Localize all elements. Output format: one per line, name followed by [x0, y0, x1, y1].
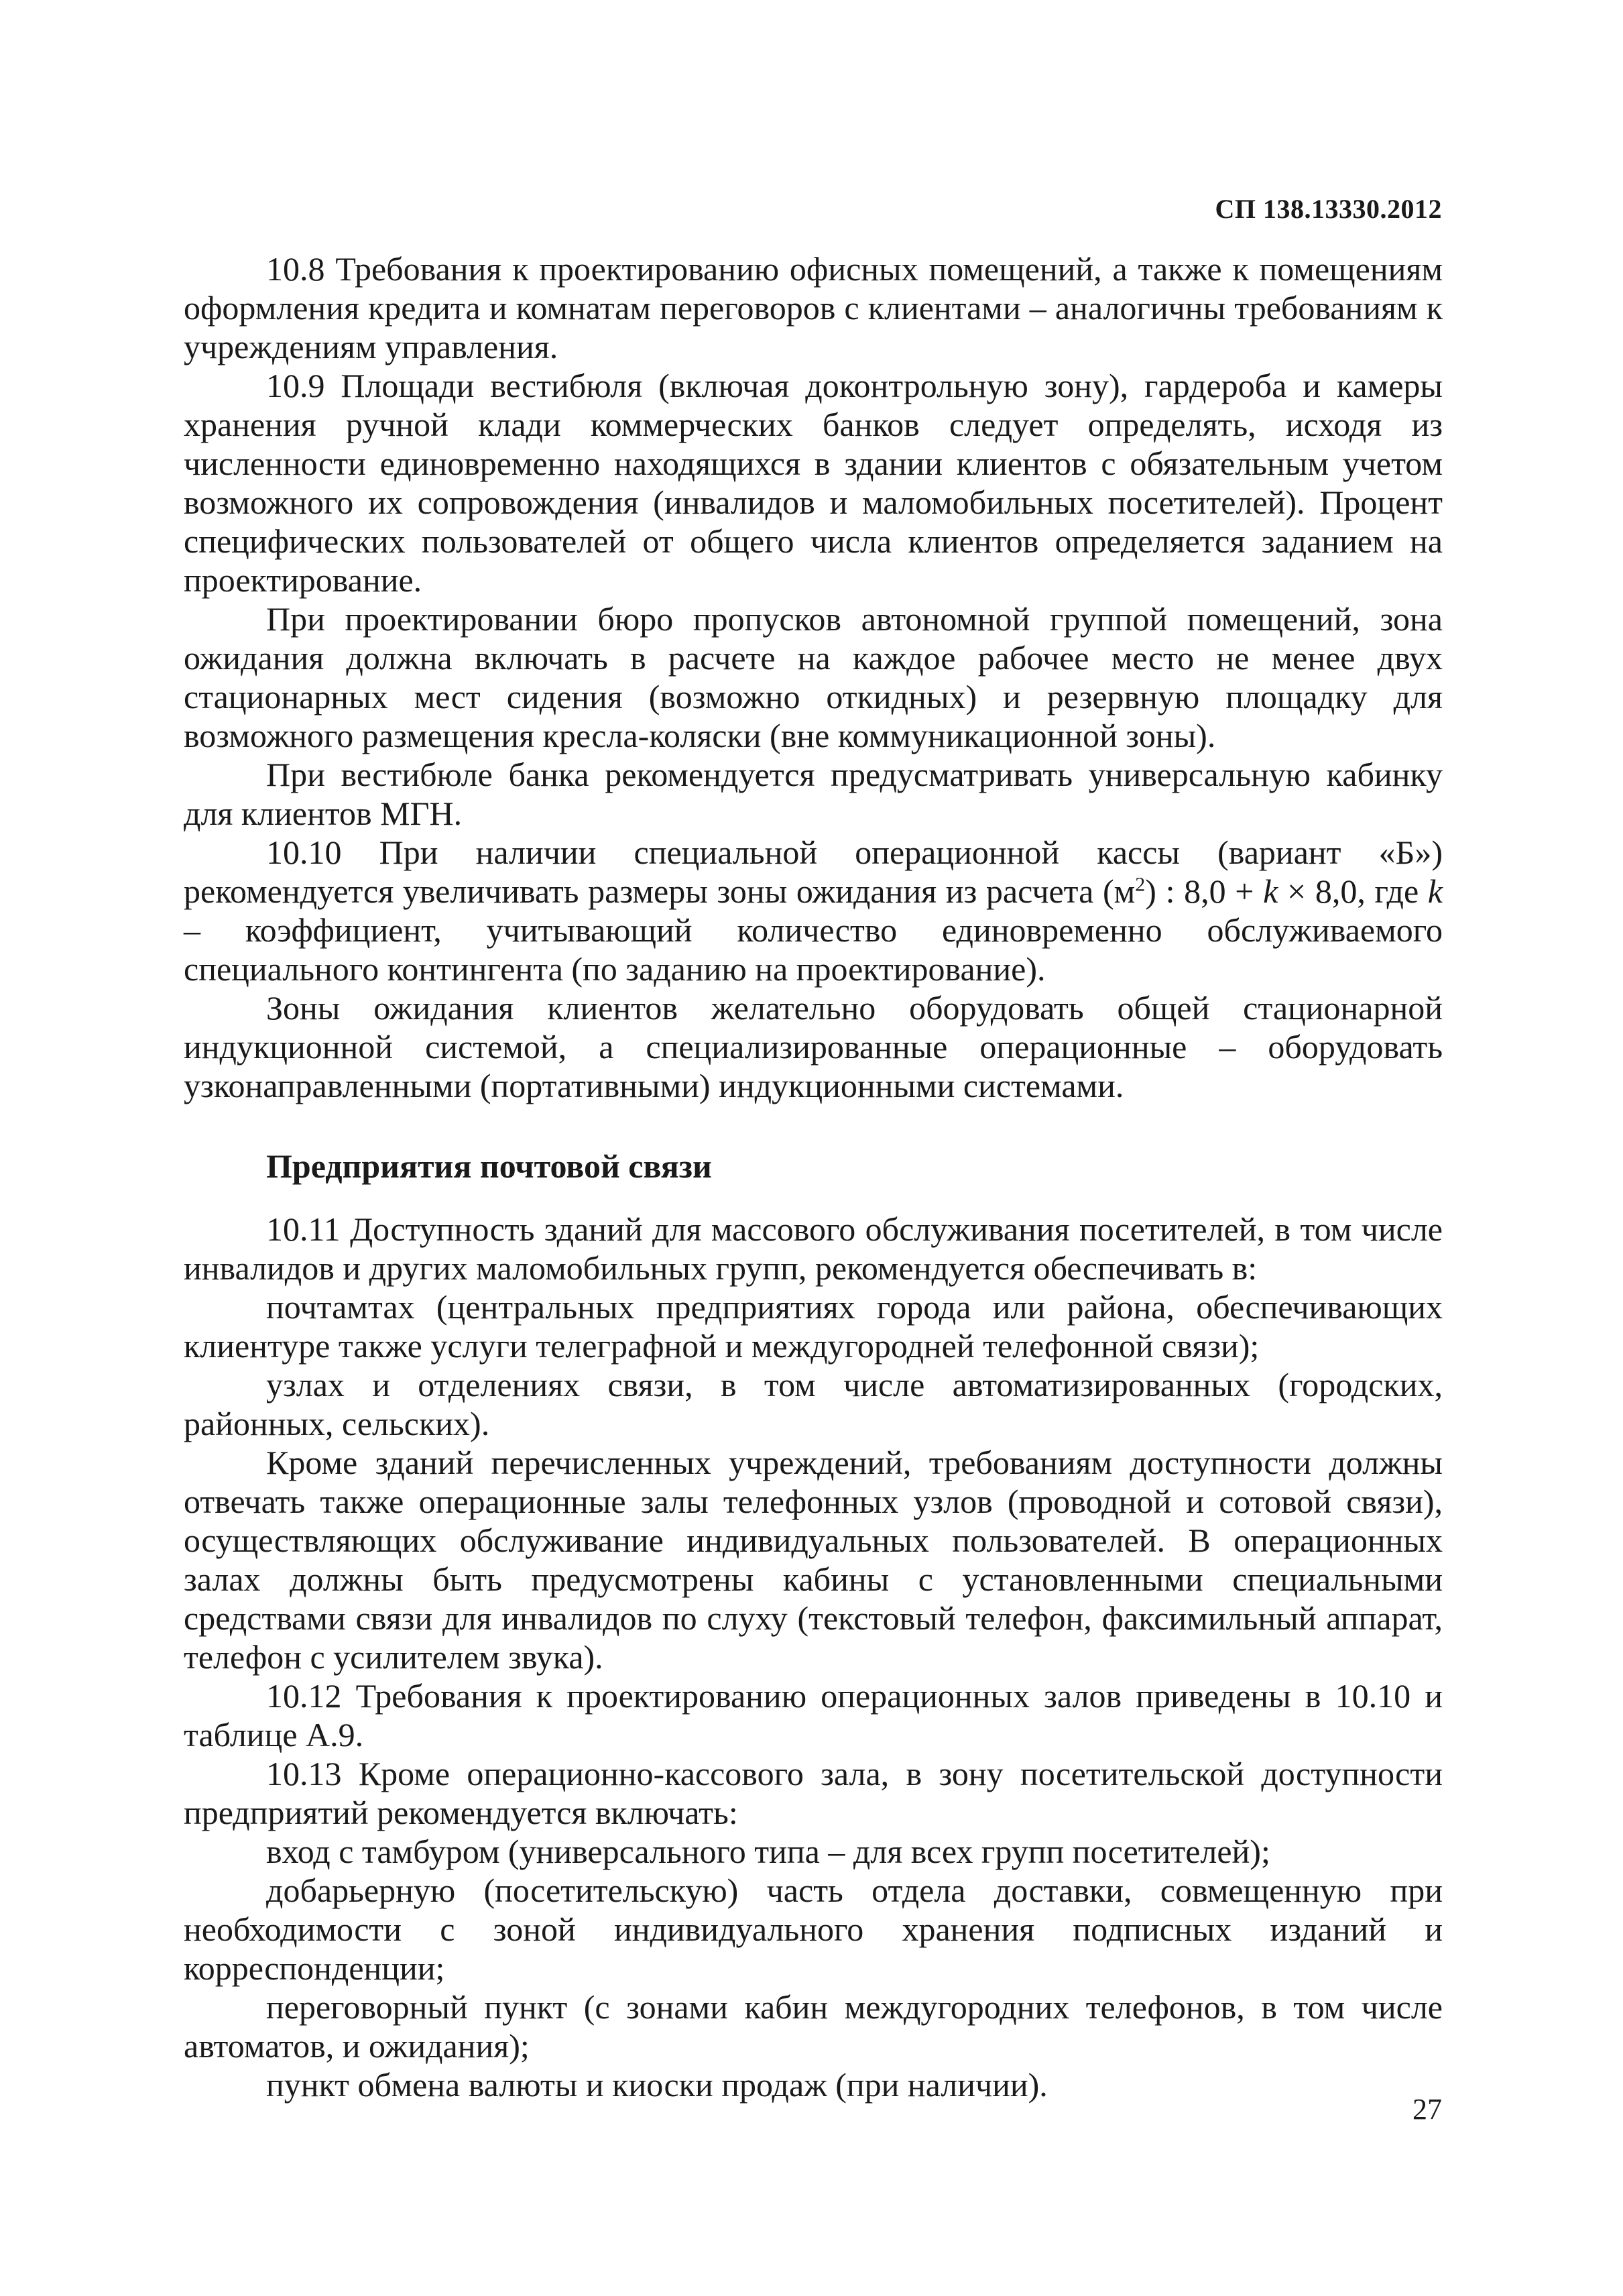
list-item-call-center: переговорный пункт (с зонами кабин междугородних телефонов, в том числе автоматов, и ожидания);: [184, 1988, 1443, 2065]
list-item-post-offices: почтамтах (центральных предприятиях города или района, обеспечивающих клиентуре также услуги телеграфной и междугородней телефонной связи);: [184, 1288, 1443, 1365]
paragraph-10-13: 10.13 Кроме операционно-кассового зала, в зону посетительской доступности предприятий рекомендуется включать:: [184, 1755, 1443, 1831]
formula-end: – коэффициент, учитывающий количество единовременно обслуживаемого специального контингента (по заданию на проектирование).: [184, 911, 1443, 988]
paragraph-10-12: 10.12 Требования к проектированию операционных залов приведены в 10.10 и таблице А.9.: [184, 1677, 1443, 1754]
section-heading-postal: Предприятия почтовой связи: [266, 1147, 712, 1185]
paragraph-10-11: 10.11 Доступность зданий для массового обслуживания посетителей, в том числе инвалидов и других маломобильных групп, рекомендуется обеспечивать в:: [184, 1210, 1443, 1287]
paragraph-10-9: 10.9 Площади вестибюля (включая доконтрольную зону), гардероба и камеры хранения ручной клади коммерческих банков следует определять, исходя из численности единовременно находящихся в здании клиентов с обязательным учетом возможного их сопровождения (инвалидов и маломобильных посетителей). Процент специфических пользователей от общего числа клиентов определяется заданием на проектирование.: [184, 367, 1443, 599]
page-number: 27: [1412, 2093, 1442, 2126]
list-item-communication-nodes: узлах и отделениях связи, в том числе автоматизированных (городских, районных, сельских).: [184, 1366, 1443, 1442]
paragraph-telephone-halls: Кроме зданий перечисленных учреждений, требованиям доступности должны отвечать также операционные залы телефонных узлов (проводной и сотовой связи), осуществляющих обслуживание индивидуальных пользователей. В операционных залах должны быть предусмотрены кабины с установленными специальными средствами связи для инвалидов по слуху (текстовый телефон, факсимильный аппарат, телефон с усилителем звука).: [184, 1444, 1443, 1676]
paragraph-pass-bureau: При проектировании бюро пропусков автономной группой помещений, зона ожидания должна включать в расчете на каждое рабочее место не менее двух стационарных мест сидения (возможно откидных) и резервную площадку для возможного размещения кресла-коляски (вне коммуникационной зоны).: [184, 600, 1443, 754]
formula-middle: ) : 8,0 +: [1145, 872, 1264, 910]
paragraph-induction-systems: Зоны ожидания клиентов желательно оборудовать общей стационарной индукционной системой, а специализированные операционные – оборудовать узконаправленными (портативными) индукционными системами.: [184, 989, 1443, 1104]
formula-k-definition: k: [1427, 872, 1443, 910]
list-item-delivery-department: добарьерную (посетительскую) часть отдела доставки, совмещенную при необходимости с зоной индивидуального хранения подписных изданий и корреспонденции;: [184, 1872, 1443, 1987]
document-body: [184, 249, 1443, 2104]
list-item-currency-exchange: пункт обмена валюты и киоски продаж (при наличии).: [266, 2066, 1048, 2104]
formula-after-k: × 8,0, где: [1278, 872, 1428, 910]
formula-superscript: 2: [1135, 873, 1146, 896]
paragraph-10-8: 10.8 Требования к проектированию офисных помещений, а также к помещениям оформления кредита и комнатам переговоров с клиентами – аналогичны требованиям к учреждениям управления.: [184, 250, 1443, 365]
document-code: СП 138.13330.2012: [1215, 194, 1442, 224]
formula-start: 10.10 При наличии специальной операционной кассы (вариант «Б») рекомендуется увеличивать размеры зоны ожидания из расчета (м: [184, 834, 1443, 910]
paragraph-universal-cabin: При вестибюле банка рекомендуется предусматривать универсальную кабинку для клиентов МГН.: [184, 756, 1443, 832]
paragraph-10-10: [184, 833, 1443, 988]
formula-k-variable: k: [1263, 872, 1278, 910]
list-item-entrance: вход с тамбуром (универсального типа – для всех групп посетителей);: [266, 1833, 1270, 1870]
